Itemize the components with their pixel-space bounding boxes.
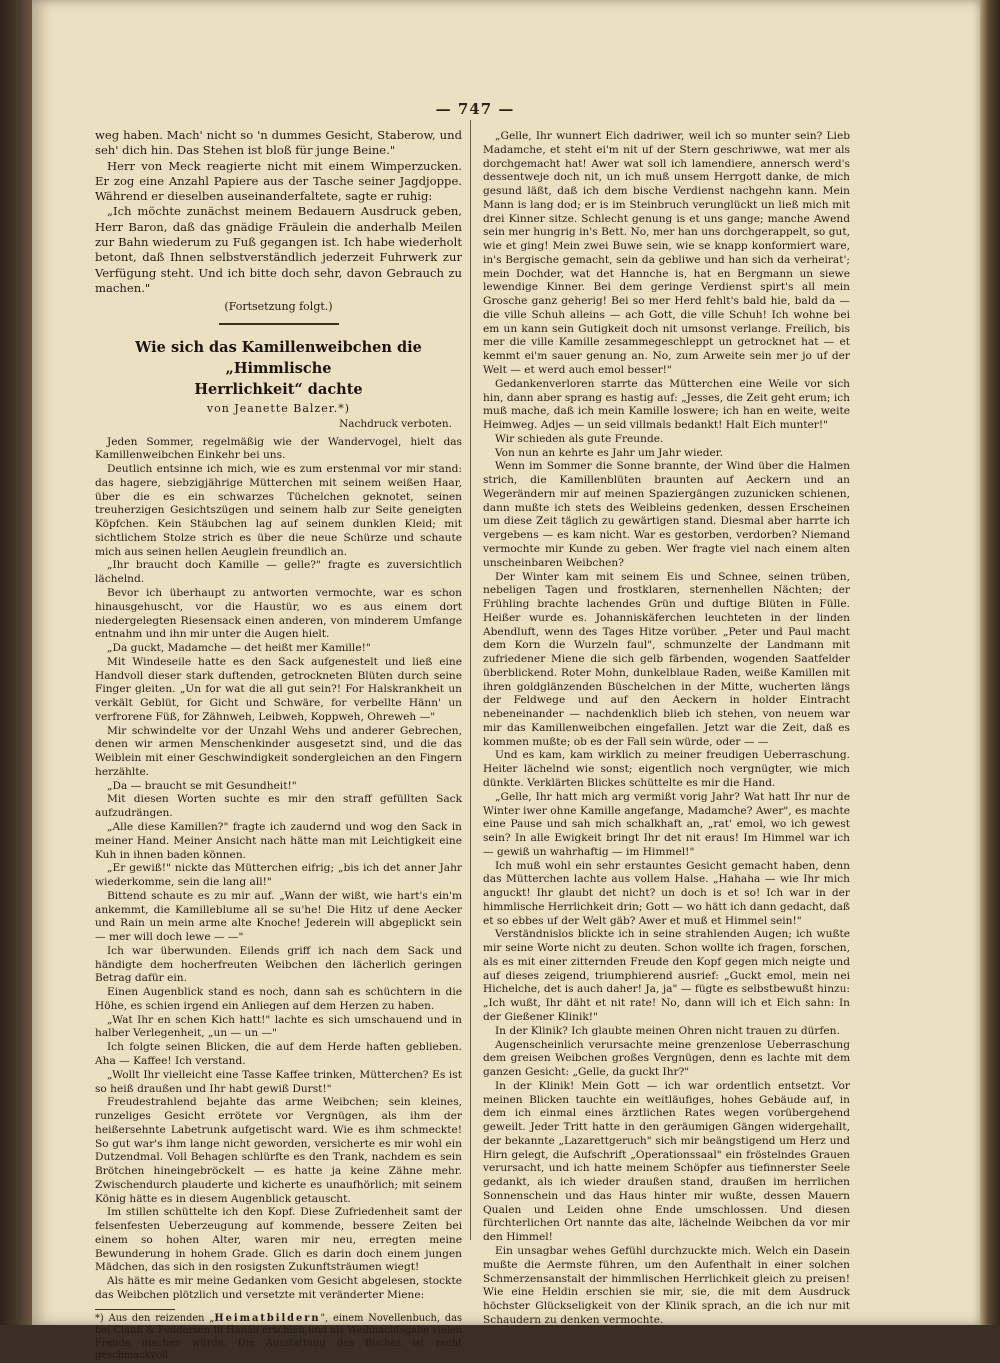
article-title-line: Herrlichkeit“ dachte xyxy=(194,380,363,398)
article-byline: von Jeanette Balzer.*) xyxy=(206,401,351,415)
article-paragraph: Ich war überwunden. Eilends griff ich nach dem Sack und händigte dem hocherfreuten Weibchen den lächerlich geringen Betrag dafür ein. xyxy=(95,944,462,985)
continuation-note: (Fortsetzung folgt.) xyxy=(224,300,333,314)
article-paragraph: Gedankenverloren starrte das Mütterchen eine Weile vor sich hin, dann aber sprang es hastig auf: „Jesses, die Zeit geht erum; ich muß mache, daß ich mein Kamille loswere; ich han en weite, weite Heimweg. Adjes — un seid villmals bedankt! Halt Eich munter!" xyxy=(483,377,850,432)
article-paragraph: Im stillen schüttelte ich den Kopf. Diese Zufriedenheit samt der felsenfesten Ueberzeugung auf kommende, bessere Zeiten bei einem so hohen Alter, waren mir neu, erregten meine Bewunderung in hohem Grade. Glich es darin doch einem jungen Mädchen, das sich in den rosigsten Zukunftsträumen wiegt! xyxy=(95,1206,462,1274)
column-divider xyxy=(470,120,471,1240)
copyright-notice: Nachdruck verboten. xyxy=(339,417,452,430)
article-paragraph: Wenn im Sommer die Sonne brannte, der Wind über die Halmen strich, die Kamillenblüten braunten auf Aeckern und an Wegerändern mir auf meinen Spaziergängen zuzunicken schienen, dann mußte ich stets des Weibleins gedenken, dessen Erscheinen um diese Zeit täglich zu gewärtigen stand. Diesmal aber harrte ich vergebens — es kam nicht. War es gestorben, verdorben? Niemand vermochte mir Kunde zu geben. Wer fragte viel nach einem alten unscheinbaren Weibchen? xyxy=(483,460,850,569)
article-paragraph: Von nun an kehrte es Jahr um Jahr wieder. xyxy=(495,446,724,459)
article-paragraph: „Alle diese Kamillen?" fragte ich zaudernd und wog den Sack in meiner Hand. Meiner Ansicht nach hätte man mit Leichtigkeit eine Kuh in ihnen baden können. xyxy=(95,820,462,861)
book-binding xyxy=(0,0,32,1325)
intro-paragraph: Herr von Meck reagierte nicht mit einem Wimperzucken. Er zog eine Anzahl Papiere aus der Tasche seiner Jagdjoppe. Während er dieselben auseinanderfaltete, sagte er ruhig: xyxy=(95,158,462,204)
article-paragraph: Ich folgte seinen Blicken, die auf dem Herde haften geblieben. Aha — Kaffee! Ich verstand. xyxy=(95,1041,462,1067)
article-title xyxy=(95,337,462,400)
article-paragraph: „Wat Ihr en schen Kich hatt!" lachte es sich umschauend und in halber Verlegenheit, „un — un —" xyxy=(95,1013,462,1040)
article-paragraph: Bittend schaute es zu mir auf. „Wann der wißt, wie hart's ein'm ankemmt, die Kamilleblume all se su'he! Die Hitz uf dene Aecker und Rain un mein arme alte Knoche! Jederein will abgeplickt sein — mer will doch lewe — —" xyxy=(95,889,462,944)
article-paragraph: Verständnislos blickte ich in seine strahlenden Augen; ich wußte mir seine Worte nicht zu deuten. Schon wollte ich fragen, forschen, als es mit einer zitternden Freude den Kopf gegen mich neigte und auf dieses zeigend, triumphierend ausrief: „Guckt emol, mein nei Hichelche, det is auch daher! Ja, ja" — fügte es selbstbewußt hinzu: „Ich wußt, Ihr däht et nit rate! No, dann will ich et Eich sahn: In der Gießener Klinik!" xyxy=(483,928,850,1023)
article-paragraph: Jeden Sommer, regelmäßig wie der Wandervogel, hielt das Kamillenweibchen Einkehr bei uns. xyxy=(95,435,462,462)
section-separator xyxy=(219,323,339,325)
article-paragraph: In der Klinik? Ich glaubte meinen Ohren nicht trauen zu dürfen. xyxy=(495,1024,840,1037)
article-paragraph: „Ihr braucht doch Kamille — gelle?" fragte es zuversichtlich lächelnd. xyxy=(95,559,462,586)
footnote-text: ", einem Novellenbuch, das bei Clauß & Feddersen in Hanau erschien und als Weihnachtsgabe vielen Freude machen würde. Die Ausstattung des Buches ist recht geschmackvoll. xyxy=(95,1312,462,1362)
page-edge xyxy=(980,0,1000,1325)
article-paragraph: „Wollt Ihr vielleicht eine Tasse Kaffee trinken, Mütterchen? Es ist so heiß draußen und Ihr habt gewiß Durst!" xyxy=(95,1068,462,1095)
article-paragraph: „Da guckt, Madamche — det heißt mer Kamille!" xyxy=(107,642,371,655)
article-paragraph: Und es kam, kam wirklich zu meiner freudigen Ueberraschung. Heiter lächelnd wie sonst; eigentlich noch vergnügter, wie mich dünkte. Verklärten Blickes schüttelte es mir die Hand. xyxy=(483,749,850,789)
article-paragraph: „Gelle, Ihr hatt mich arg vermißt vorig Jahr? Wat hatt Ihr nur de Winter iwer ohne Kamille angefange, Madamche? Awer", es machte eine Pause und sah mich schalkhaft an, „rat' emol, wo ich gewest sein? In alle Ewigkeit bringt Ihr det nit eraus! Im Himmel war ich — gewiß un wahrhaftig — im Himmel!" xyxy=(483,790,850,858)
article-paragraph: Mit diesen Worten suchte es mir den straff gefüllten Sack aufzudrängen. xyxy=(95,793,462,820)
article-paragraph: Freudestrahlend bejahte das arme Weibchen; sein kleines, runzeliges Gesicht errötete vor Vergnügen, als ihm der heißersehnte Labetrunk aufgetischt ward. Wie es ihm schmeckte! So gut war's ihm lange nicht geworden, versicherte es mir wohl ein Dutzendmal. Voll Behagen schlürfte es den Trank, nachdem es sein Brötchen hineingebröckelt — es hatte ja keine Zähne mehr. Zwischendurch plauderte und kicherte es unaufhörlich; mit seinem König hätte es in diesem Augenblick getauscht. xyxy=(95,1096,462,1205)
intro-paragraph: weg haben. Mach' nicht so 'n dummes Gesicht, Staberow, und seh' dich hin. Das Stehen ist bloß für junge Beine." xyxy=(95,128,462,158)
article-paragraph: Ein unsagbar wehes Gefühl durchzuckte mich. Welch ein Dasein mußte die Aermste führen, um den Aufenthalt in einer solchen Schmerzensanstalt der himmlischen Herrlichkeit gleich zu preisen! Wie eine Heldin erschien sie mir, sie, die mit dem Ausdruck höchster Glückseligkeit von der Klinik sprach, an die ich nur mit Schaudern zu denken vermochte. xyxy=(483,1245,850,1326)
article-paragraph: Bevor ich überhaupt zu antworten vermochte, war es schon hinausgehuscht, vor die Haustür, wo es aus einem dort niedergelegten Riesensack einen anderen, von minderem Umfange entnahm und ihn mir unter die Augen hielt. xyxy=(95,586,462,641)
article-paragraph: In der Klinik! Mein Gott — ich war ordentlich entsetzt. Vor meinen Blicken tauchte ein weitläufiges, hohes Gebäude auf, in dem ich einmal eines ärztlichen Rates wegen vorübergehend geweilt. Jeder Tritt hatte in den geräumigen Gängen widergehallt, der bekannte „Lazarettgeruch" sich mir beängstigend um Herz und Hirn gelegt, die Aufschrift „Operationssaal" ein fröstelndes Grauen verursacht, und ich hatte meinem Schöpfer aus tiefinnerster Seele gedankt, als ich wieder draußen stand, draußen im herrlichen Sonnenschein und das Haus hinter mir wußte, dessen Mauern Qualen und Leiden ohne Ende umschlossen. Und diesen fürchterlichen Ort nannte das alte, lächelnde Weibchen da vor mir den Himmel! xyxy=(483,1079,850,1244)
article-paragraph: Der Winter kam mit seinem Eis und Schnee, seinen trüben, nebeligen Tagen und frostklaren, sternenhellen Nächten; der Frühling brachte lachendes Grün und duftige Blüten in Fülle. Heißer wurde es. Johanniskäferchen leuchteten in der linden Abendluft, wenn des Tages Hitze vorüber. „Peter und Paul macht dem Korn die Wurzeln faul", schmunzelte der Landmann mit zufriedener Miene die sich gelb färbenden, wogenden Saatfelder überblickend. Roter Mohn, dunkelblaue Raden, weiße Kamillen mit ihren goldglänzenden Büschelchen in der Mitte, wucherten längs der Feldwege und auf den Aeckern in holder Eintracht nebeneinander — nachdenklich blieb ich stehen, von neuem war mir das Kamillenweibchen eingefallen. Jetzt war die Zeit, daß es kommen mußte; ob es der Fall sein würde, oder — — xyxy=(483,570,850,748)
article-paragraph: Als hätte es mir meine Gedanken vom Gesicht abgelesen, stockte das Weibchen plötzlich und versetzte mit veränderter Miene: xyxy=(95,1275,462,1302)
article-paragraph: Einen Augenblick stand es noch, dann sah es schüchtern in die Höhe, es schien irgend ein Anliegen auf dem Herzen zu haben. xyxy=(95,986,462,1012)
article-title-line: Wie sich das Kamillenweibchen die „Himmlische xyxy=(135,338,422,377)
article-paragraph: „Da — braucht se mit Gesundheit!" xyxy=(107,779,297,792)
article-paragraph: Deutlich entsinne ich mich, wie es zum erstenmal vor mir stand: das hagere, siebzigjährige Mütterchen mit seinem weißen Haar, über die es ein schwarzes Tüchelchen geknotet, seinen treuherzigen Gesichtszügen und seinem halb zur Seite geneigten Köpfchen. Kein Stäubchen lag auf seinem dunklen Kleid; mit sichtlichem Stolze strich es über die neue Schürze und schaute mich aus seinen hellen Aeuglein freundlich an. xyxy=(95,463,462,558)
article-paragraph: Mir schwindelte vor der Unzahl Wehs und anderer Gebrechen, denen wir armen Menschenkinder ausgesetzt sind, und die das Weiblein mit einer Geschwindigkeit sondergleichen an den Fingern herzählte. xyxy=(95,724,462,778)
footnote xyxy=(95,1313,462,1363)
article-paragraph: Augenscheinlich verursachte meine grenzenlose Ueberraschung dem greisen Weibchen großes Vergnügen, denn es lachte mit dem ganzen Gesicht: „Gelle, da guckt Ihr?" xyxy=(483,1038,850,1079)
footnote-text: *) Aus den reizenden „ xyxy=(95,1312,215,1324)
article-paragraph: Ich muß wohl ein sehr erstauntes Gesicht gemacht haben, denn das Mütterchen lachte aus vollem Halse. „Hahaha — wie Ihr mich anguckt! Ihr glaubt det nicht? un doch is et so! Ich war in der himmlische Herrlichkeit drin; Gott — wo hätt ich dann gedacht, daß et so ebbes uf der Welt gäb? Awer et muß et Himmel sein!" xyxy=(483,859,850,927)
left-column xyxy=(95,128,462,1362)
article-paragraph: „Er gewiß!" nickte das Mütterchen eifrig; „bis ich det anner Jahr wiederkomme, sein die lang all!" xyxy=(95,862,462,889)
article-paragraph: „Gelle, Ihr wunnert Eich dadriwer, weil ich so munter sein? Lieb Madamche, et steht ei'm nit uf der Stern geschriwwe, wat mer als dorchgemacht hat! Awer wat soll ich lamendiere, annersch werd's dessentweje doch nit, un ich muß unsem Herrgott danke, de mich gesund läßt, daß ich dem bische Verdienst nachgehn kann. Mein Mann is lang dod; er is im Steinbruch verunglückt un ließ mich mit drei Kinner sitze. Schlecht genung is et uns gange; manche Awend sein mer hungrig in's Bett. No, mer han uns dorchgerappelt, so gut, wie et ging! Mein zwei Buwe sein, wie se knapp konformiert ware, in's Bergische gemacht, sein da gebliwe und han sich da verheirat'; mein Dochder, wat det Hannche is, hat en Bergmann un siewe lewendige Kinner. Bei dem geringe Verdienst spirt's all mein Grosche ganz geherig! Bei so mer Herd fehlt's bald hie, bald da — die ville Schuh alleins — ach Gott, die ville Schuh! Ich wohne bei em un kann sein Gutigkeit doch nit umsonst verlange. Freilich, bis mer die ville Kamille zesammegeschleppt un getrocknet hat — et kemmt ei'm sauer genung an. No, zum Arweite sein mer jo uf der Welt — et werd auch emol besser!" xyxy=(483,130,850,377)
footnote-rule xyxy=(95,1309,175,1310)
right-column xyxy=(483,130,850,1326)
page-number: — 747 — xyxy=(435,100,515,118)
article-body-left xyxy=(95,436,462,1303)
footnote-book-title: Heimatbildern xyxy=(214,1312,321,1324)
serial-story-end xyxy=(95,128,462,315)
article-paragraph: Mit Windeseile hatte es den Sack aufgenestelt und ließ eine Handvoll dieser stark duftenden, getrockneten Blüten durch seine Finger gleiten. „Un for wat die all gut sein?! For Halskrankheit un verkält Geblüt, for Gicht und Schwäre, for verbellte Hänn' un verfrorene Füß, for Zähnweh, Leibweh, Koppweh, Ohreweh —" xyxy=(95,655,462,723)
intro-paragraph: „Ich möchte zunächst meinem Bedauern Ausdruck geben, Herr Baron, daß das gnädige Fräulein die anderhalb Meilen zur Bahn wiederum zu Fuß gegangen ist. Ich habe wiederholt betont, daß Ihnen selbstverständlich jederzeit Fuhrwerk zur Verfügung steht. Und ich bitte doch sehr, davon Gebrauch zu machen." xyxy=(95,204,462,295)
article-paragraph: Wir schieden als gute Freunde. xyxy=(495,432,664,445)
